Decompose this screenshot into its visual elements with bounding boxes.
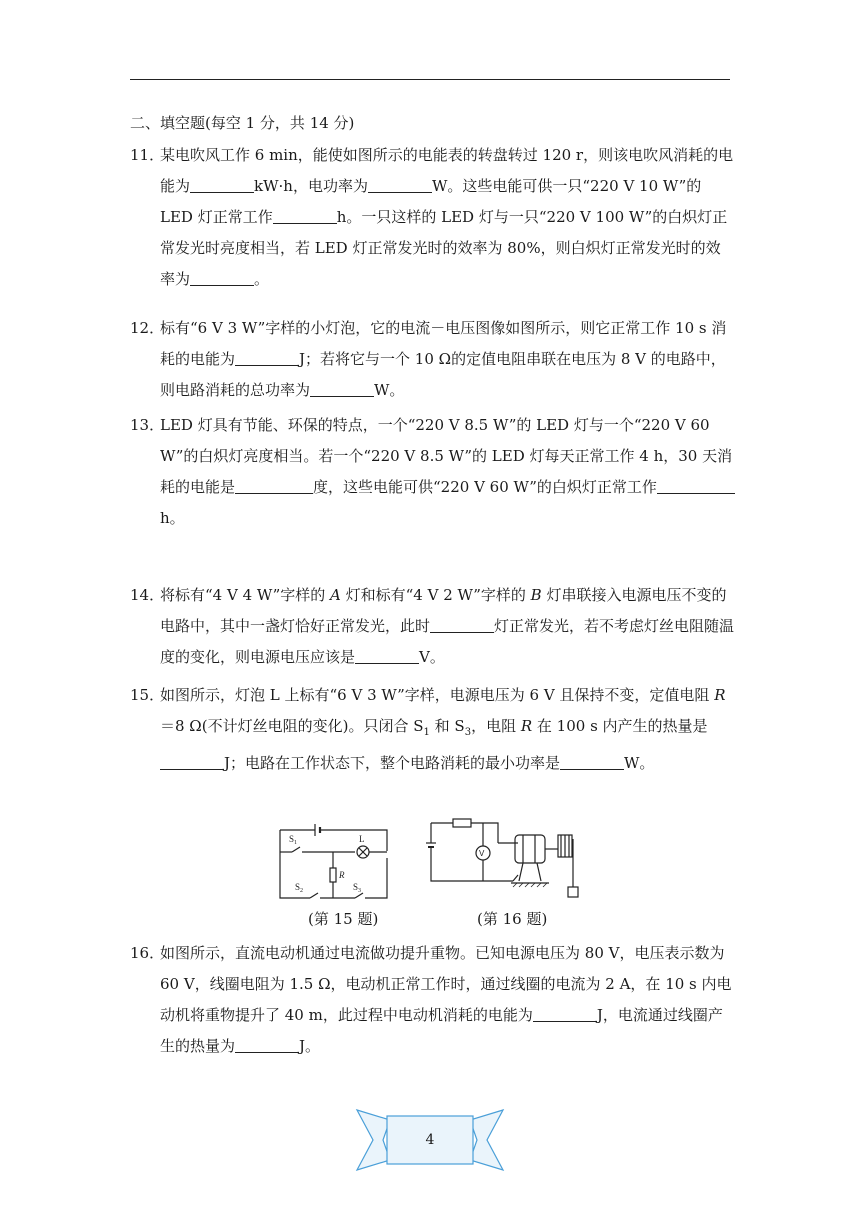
circuit-diagram-15 bbox=[275, 818, 395, 904]
label-s1-sub: 1 bbox=[294, 840, 298, 846]
question-text: ，电阻 bbox=[471, 717, 521, 735]
answer-blank[interactable] bbox=[657, 479, 735, 494]
label-s1: S bbox=[289, 834, 295, 844]
figure-16-caption: (第 16 题) bbox=[477, 910, 548, 928]
question-number: 13． bbox=[130, 416, 165, 434]
question-text: B bbox=[530, 586, 542, 604]
question-text: ＝8 Ω(不计灯丝电阻的变化)。只闭合 S bbox=[160, 717, 424, 735]
question-text: 3 bbox=[464, 727, 472, 738]
question-14 bbox=[130, 580, 735, 673]
question-13 bbox=[130, 410, 735, 534]
question-number: 14． bbox=[130, 586, 165, 604]
answer-blank[interactable] bbox=[235, 479, 313, 494]
question-text: 。 bbox=[254, 270, 270, 288]
question-text: 灯串联接入电源电压不变的电路中，其中一盏灯恰好正常发光，此时 bbox=[160, 586, 727, 635]
answer-blank[interactable] bbox=[190, 178, 254, 193]
label-voltmeter: V bbox=[479, 849, 485, 858]
question-12 bbox=[130, 313, 735, 406]
question-text: J；若将它与一个 10 Ω的定值电阻串联在电压为 8 V 的电路中，则电路消耗的总功率为 bbox=[160, 350, 726, 399]
section-title: 二、填空题(每空 1 分，共 14 分) bbox=[130, 114, 355, 132]
answer-blank[interactable] bbox=[560, 755, 624, 770]
question-number: 16． bbox=[130, 944, 165, 962]
question-text: 某电吹风工作 6 min，能使如图所示的电能表的转盘转过 120 r，则该电吹风消耗的电能为 bbox=[160, 146, 734, 195]
question-text: W。这些电能可供一只“220 V 10 W”的 LED 灯正常工作 bbox=[160, 177, 702, 226]
question-text: 标有“6 V 3 W”字样的小灯泡，它的电流－电压图像如图所示，则它正常工作 10 s 消耗的电能为 bbox=[160, 319, 727, 368]
answer-blank[interactable] bbox=[533, 1007, 597, 1022]
answer-blank[interactable] bbox=[235, 1038, 299, 1053]
svg-text:S1 bbox=[289, 834, 297, 846]
question-text: W。 bbox=[374, 381, 405, 399]
question-text: 在 100 s 内产生的热量是 bbox=[532, 717, 708, 735]
question-number: 15． bbox=[130, 686, 165, 704]
answer-blank[interactable] bbox=[235, 351, 299, 366]
answer-blank[interactable] bbox=[430, 618, 494, 633]
question-text: V。 bbox=[419, 648, 445, 666]
question-text: R bbox=[520, 717, 533, 735]
motor-diagram-16 bbox=[423, 815, 588, 905]
question-text: 将标有“4 V 4 W”字样的 bbox=[160, 586, 331, 604]
question-number: 11． bbox=[130, 146, 165, 164]
question-text: J。 bbox=[299, 1037, 321, 1055]
answer-blank[interactable] bbox=[160, 755, 224, 770]
svg-text:S2 bbox=[295, 882, 303, 894]
answer-blank[interactable] bbox=[273, 209, 337, 224]
question-text: 和 S bbox=[429, 717, 465, 735]
question-text: J；电路在工作状态下，整个电路消耗的最小功率是 bbox=[224, 754, 561, 772]
answer-blank[interactable] bbox=[190, 271, 254, 286]
question-text: 1 bbox=[423, 727, 430, 738]
svg-text:S3 bbox=[353, 882, 361, 894]
question-number: 12． bbox=[130, 319, 165, 337]
label-s2: S bbox=[295, 882, 301, 892]
question-text: 度，这些电能可供“220 V 60 W”的白炽灯正常工作 bbox=[313, 478, 657, 496]
question-text: 如图所示，直流电动机通过电流做功提升重物。已知电源电压为 80 V，电压表示数为 60 V，线圈电阻为 1.5 Ω，电动机正常工作时，通过线圈的电流为 2 A，在 10 s 内电动机将重物提升了 40 m，此过程中电动机消耗的电能为 bbox=[160, 944, 732, 1024]
question-text: W。 bbox=[624, 754, 655, 772]
header-rule bbox=[130, 79, 730, 80]
question-text: h。一只这样的 LED 灯与一只“220 V 100 W”的白炽灯正常发光时亮度相当，若 LED 灯正常发光时的效率为 80%，则白炽灯正常发光时的效率为 bbox=[160, 208, 728, 288]
label-l: L bbox=[359, 834, 365, 844]
page-number: 4 bbox=[425, 1132, 435, 1148]
question-text: R bbox=[714, 686, 726, 704]
answer-blank[interactable] bbox=[310, 382, 374, 397]
question-text: 灯和标有“4 V 2 W”字样的 bbox=[340, 586, 531, 604]
label-s3-sub: 3 bbox=[358, 888, 362, 894]
question-16 bbox=[130, 938, 735, 1062]
label-s2-sub: 2 bbox=[300, 888, 304, 894]
answer-blank[interactable] bbox=[355, 649, 419, 664]
question-text: 如图所示，灯泡 L 上标有“6 V 3 W”字样，电源电压为 6 V 且保持不变，定值电阻 bbox=[160, 686, 715, 704]
question-text: J，电流通过线圈产生的热量为 bbox=[160, 1006, 723, 1055]
question-11 bbox=[130, 140, 735, 295]
question-text: 灯正常发光，若不考虑灯丝电阻随温度的变化，则电源电压应该是 bbox=[160, 617, 735, 666]
label-s3: S bbox=[353, 882, 359, 892]
question-text: h。 bbox=[160, 509, 185, 527]
question-15 bbox=[130, 680, 735, 779]
question-text: A bbox=[330, 586, 341, 604]
label-r: R bbox=[339, 870, 345, 880]
question-text: kW·h，电功率为 bbox=[254, 177, 368, 195]
question-text: LED 灯具有节能、环保的特点，一个“220 V 8.5 W”的 LED 灯与一个“220 V 60 W”的白炽灯亮度相当。若一个“220 V 8.5 W”的 LED 灯每天正常工作 4 h，30 天消耗的电能是 bbox=[160, 416, 733, 496]
figure-15-caption: (第 15 题) bbox=[308, 910, 379, 928]
answer-blank[interactable] bbox=[368, 178, 432, 193]
